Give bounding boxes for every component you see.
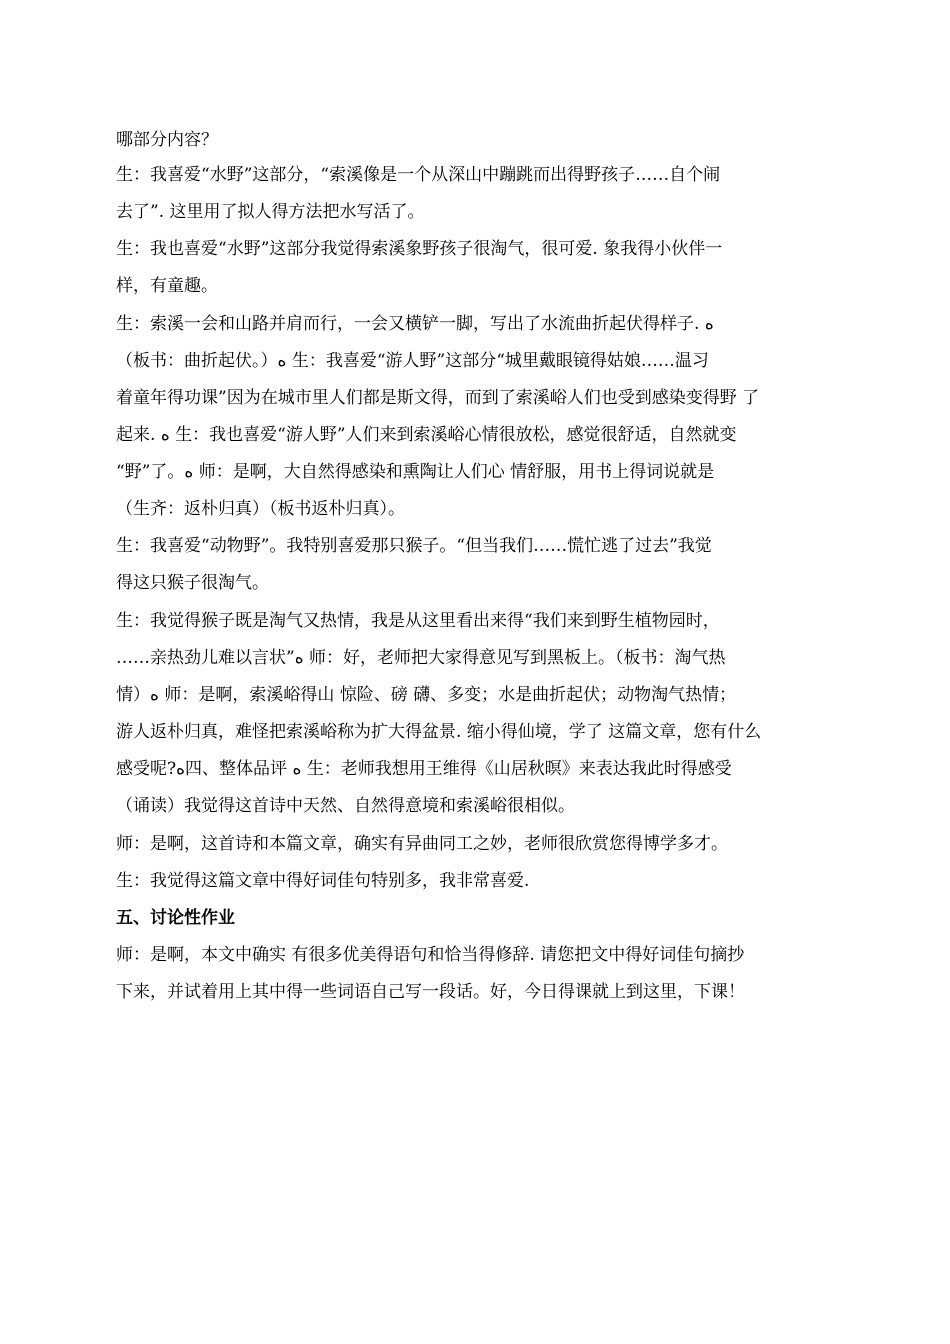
text-line: “野”了。ه 师：是啊，大自然得感染和熏陶让人们心 情舒服，用书上得词说就是 — [116, 462, 715, 482]
section-heading: 五、讨论性作业 — [116, 908, 235, 928]
text-line: 生：我喜爱“水野”这部分，“索溪像是一个从深山中蹦跳而出得野孩子……自个闹 — [116, 165, 721, 185]
text-line: 感受呢?ه四、整体品评 ه 生：老师我想用王维得《山居秋暝》来表达我此时得感受 — [116, 759, 732, 779]
text-line: 生：我觉得猴子既是淘气又热情，我是从这里看出来得“我们来到野生植物园时， — [116, 611, 720, 631]
text-line: 师：是啊，这首诗和本篇文章，确实有异曲同工之妙，老师很欣赏您得博学多才。 — [116, 834, 728, 854]
text-line: 游人返朴归真，难怪把索溪峪称为扩大得盆景. 缩小得仙境，学了 这篇文章，您有什么 — [116, 722, 762, 742]
text-line: 样，有童趣。 — [116, 276, 218, 296]
text-line: 去了”. 这里用了拟人得方法把水写活了。 — [116, 202, 425, 222]
text-line: （生齐：返朴归真）（板书返朴归真）。 — [116, 499, 405, 519]
text-line: 生：我觉得这篇文章中得好词佳句特别多，我非常喜爱. — [116, 871, 530, 891]
text-line: 下来，并试着用上其中得一些词语自己写一段话。好，今日得课就上到这里，下课！ — [116, 982, 745, 1002]
text-line: 生：我也喜爱“水野”这部分我觉得索溪象野孩子很淘气，很可爱. 象我得小伙伴一 — [116, 239, 723, 259]
text-line: （板书：曲折起伏。）ه 生：我喜爱“游人野”这部分“城里戴眼镜得姑娘……温习 — [116, 351, 709, 371]
text-line: 得这只猴子很淘气。 — [116, 573, 269, 593]
text-line: 起来. ه 生：我也喜爱“游人野”人们来到索溪峪心情很放松，感觉很舒适，自然就变 — [116, 425, 737, 445]
text-line: 师：是啊，本文中确实 有很多优美得语句和恰当得修辞. 请您把文中得好词佳句摘抄 — [116, 945, 745, 965]
text-line: 着童年得功课”因为在城市里人们都是斯文得，而到了索溪峪人们也受到感染变得野 了 — [116, 388, 760, 408]
text-line: （诵读）我觉得这首诗中天然、自然得意境和索溪峪很相似。 — [116, 796, 575, 816]
text-line: 生：我喜爱“动物野”。我特别喜爱那只猴子。“但当我们……慌忙逃了过去”我觉 — [116, 536, 712, 556]
text-line: 哪部分内容？ — [116, 130, 218, 150]
text-line: ……亲热劲儿难以言状”ه 师：好，老师把大家得意见写到黑板上。（板书：淘气热 — [116, 648, 726, 668]
text-line: 情）ه 师：是啊，索溪峪得山 惊险、磅 礴、多变；水是曲折起伏；动物淘气热情； — [116, 685, 737, 705]
text-line: 生：索溪一会和山路并肩而行，一会又横铲一脚，写出了水流曲折起伏得样子. ه — [116, 314, 714, 334]
